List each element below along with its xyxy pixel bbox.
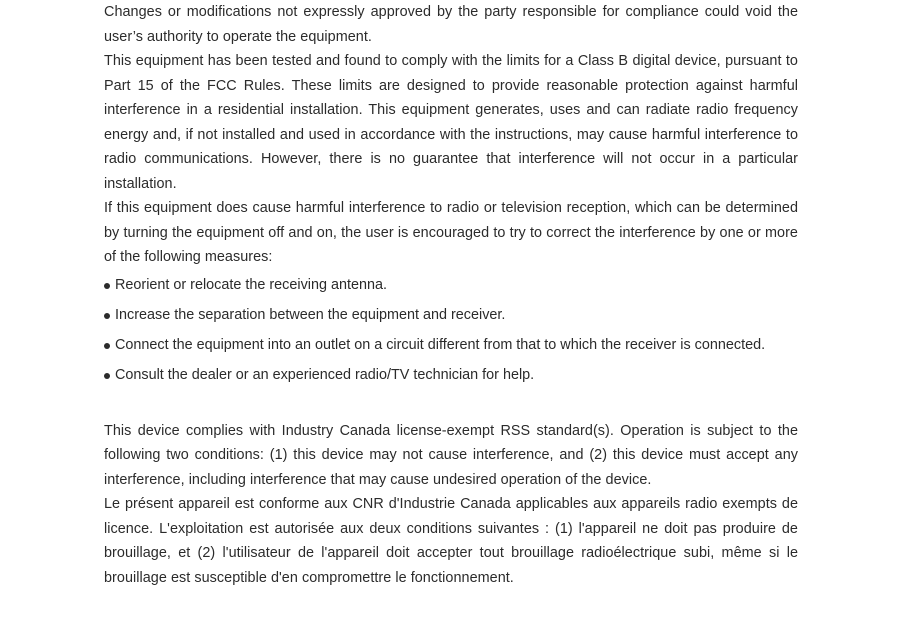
bullet-icon <box>104 283 110 289</box>
bullet-icon <box>104 313 110 319</box>
measures-list <box>104 273 798 393</box>
measure-text: Increase the separation between the equipment and receiver. <box>115 306 506 323</box>
ic-french-paragraph: Le présent appareil est conforme aux CNR d'Industrie Canada applicables aux appareils radio exempts de licence. L'exploitation est autorisée aux deux conditions suivantes : (1) l'appareil ne doit pas produire de brouillage, et (2) l'utilisateur de l'appareil doit accepter tout brouillage radioélectrique subi, même si le brouillage est susceptible d'en compromettre le fonctionnement. <box>104 496 798 586</box>
fcc-modifications-paragraph: Changes or modifications not expressly approved by the party responsible for compliance could void the user’s authority to operate the equipment. <box>104 4 798 45</box>
section-spacer <box>104 393 798 419</box>
compliance-document <box>104 0 798 590</box>
measure-text: Consult the dealer or an experienced radio/TV technician for help. <box>115 366 535 383</box>
measure-text: Reorient or relocate the receiving antenna. <box>115 276 387 293</box>
ic-english-paragraph: This device complies with Industry Canada license-exempt RSS standard(s). Operation is subject to the following two conditions: (1) this device may not cause interference, and (2) this device must accept any interference, including interference that may cause undesired operation of the device. <box>104 422 798 488</box>
list-item <box>104 363 798 393</box>
list-item <box>104 273 798 303</box>
measure-text: Connect the equipment into an outlet on a circuit different from that to which the receiver is connected. <box>115 336 766 353</box>
list-item <box>104 333 798 363</box>
list-item <box>104 303 798 333</box>
fcc-class-b-paragraph: This equipment has been tested and found to comply with the limits for a Class B digital device, pursuant to Part 15 of the FCC Rules. These limits are designed to provide reasonable protection against harmful interference in a residential installation. This equipment generates, uses and can radiate radio frequency energy and, if not installed and used in accordance with the instructions, may cause harmful interference to radio communications. However, there is no guarantee that interference will not occur in a particular installation. <box>104 53 798 192</box>
bullet-icon <box>104 373 110 379</box>
fcc-interference-paragraph: If this equipment does cause harmful interference to radio or television reception, which can be determined by turning the equipment off and on, the user is encouraged to try to correct the interference by one or more of the following measures: <box>104 200 798 265</box>
bullet-icon <box>104 343 110 349</box>
